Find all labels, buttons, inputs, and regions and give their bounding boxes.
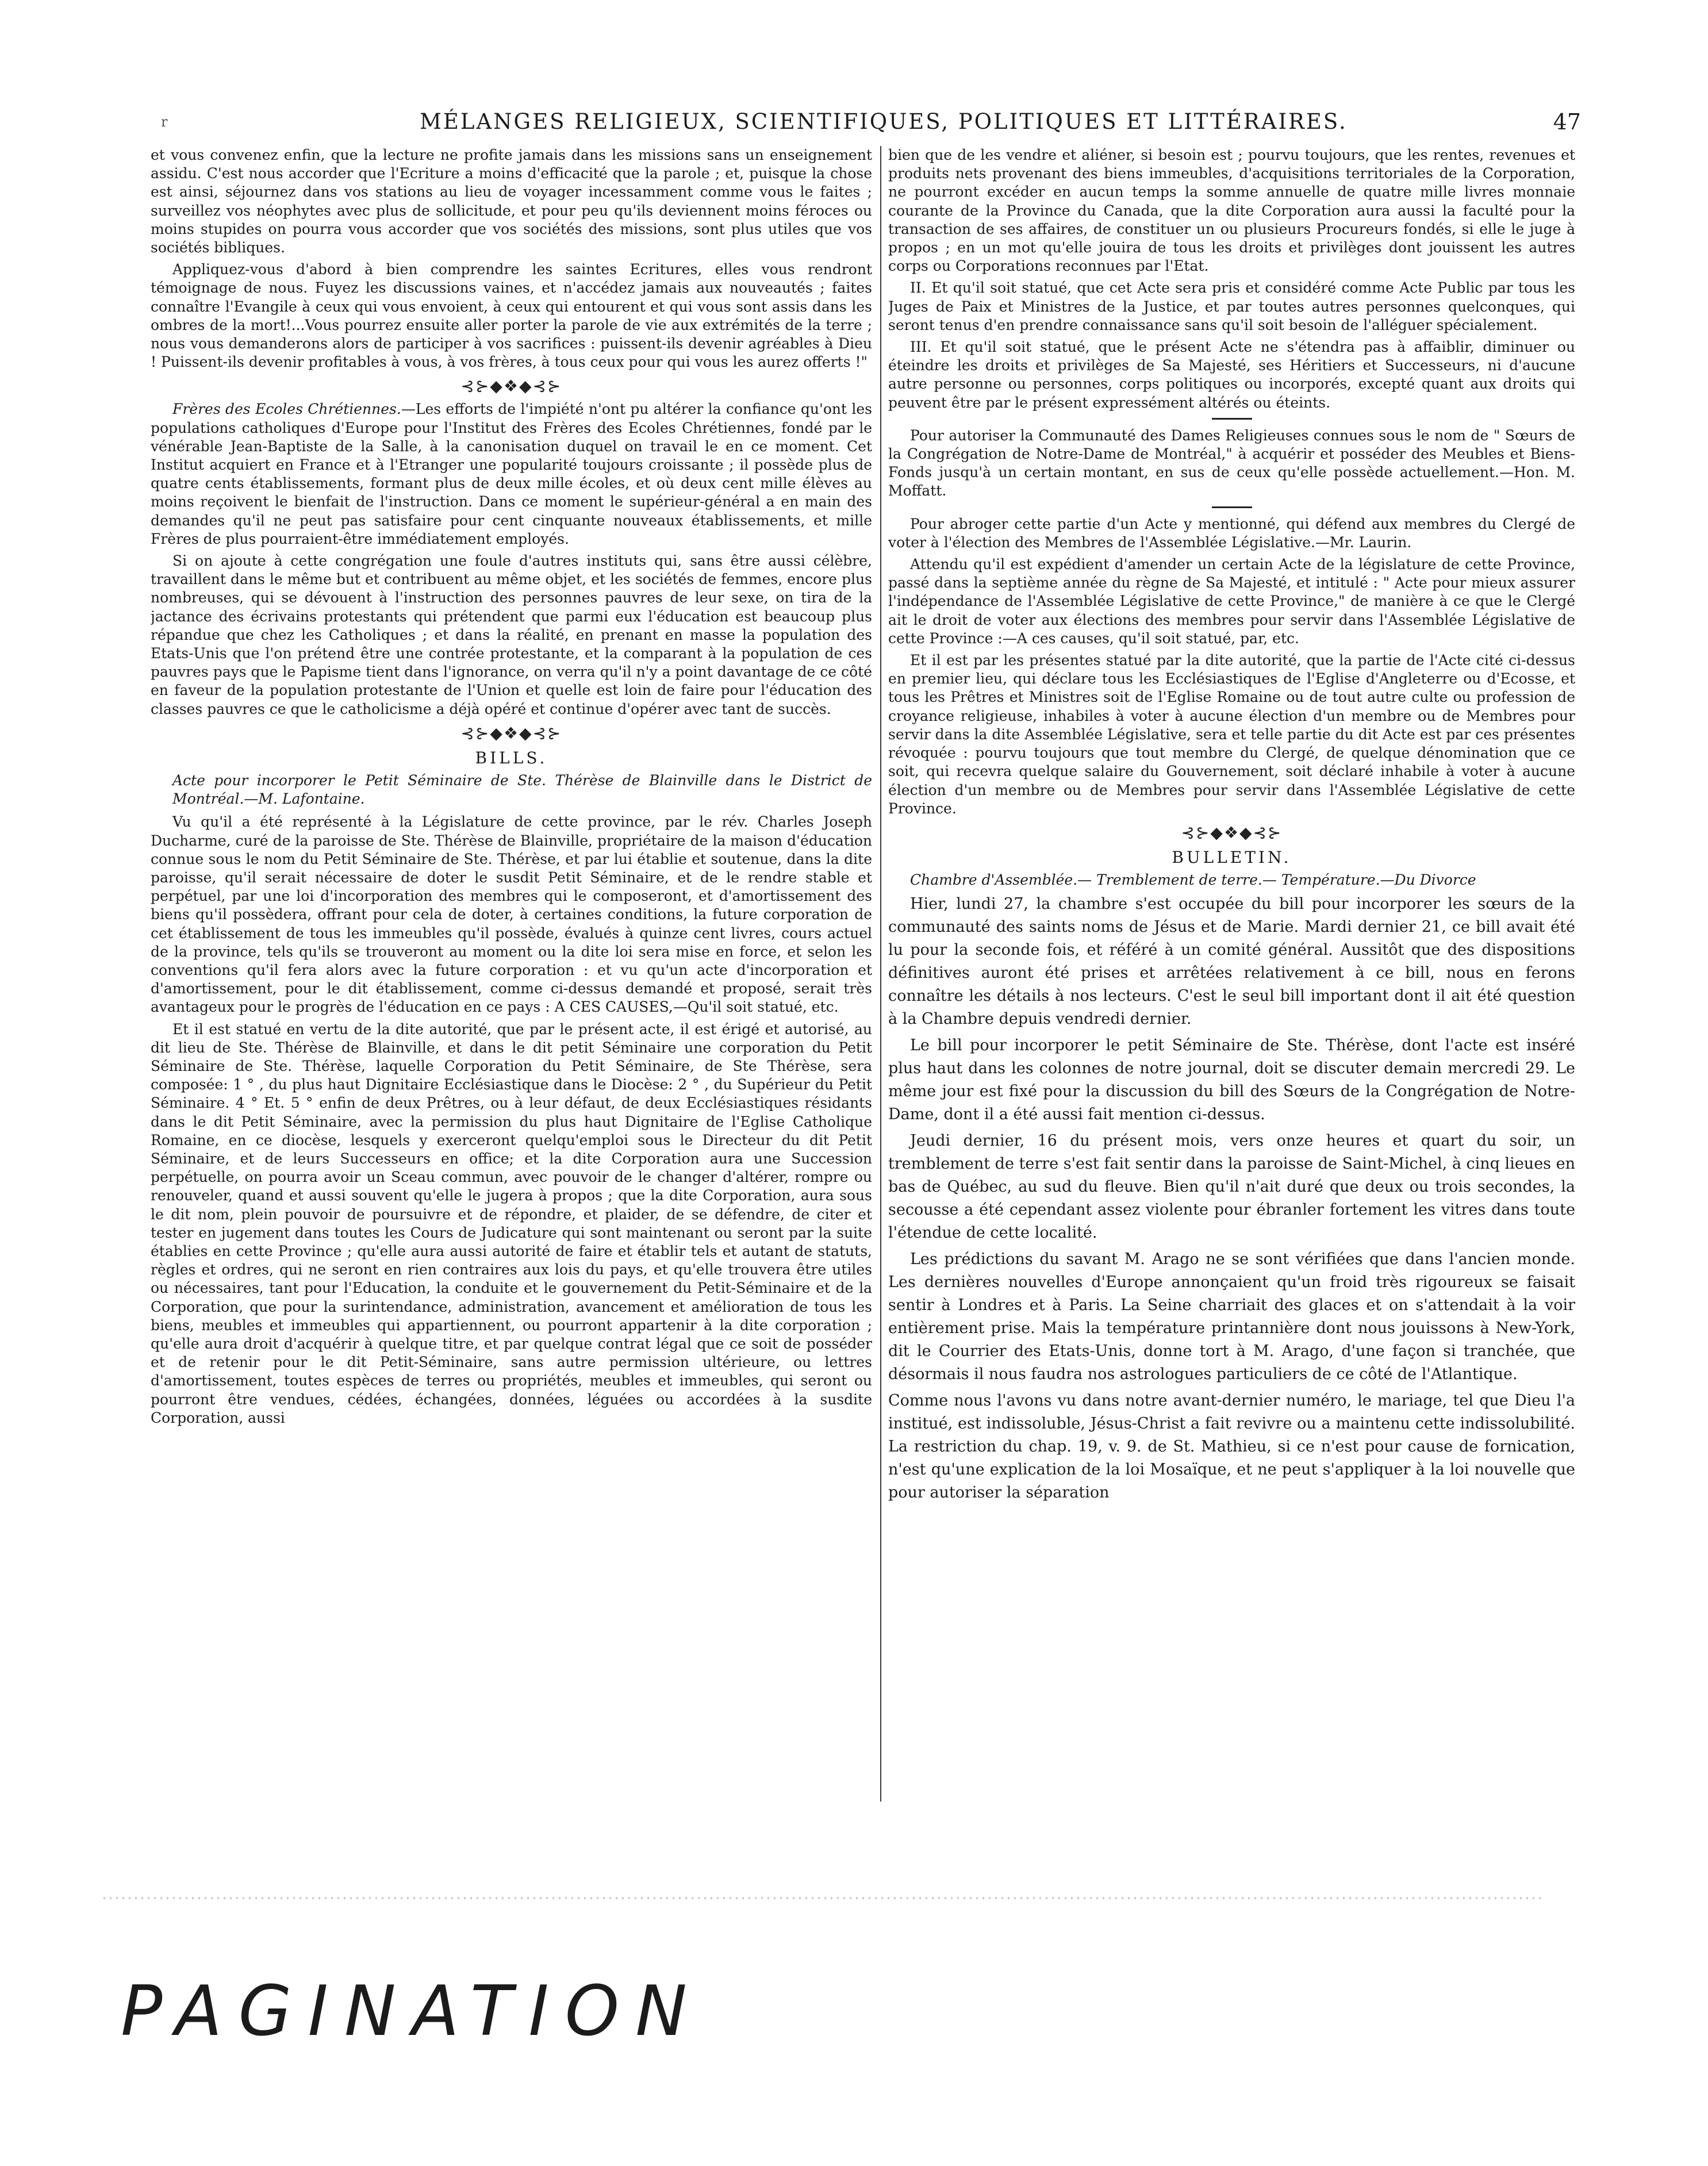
paragraph: et vous convenez enfin, que la lecture ne profite jamais dans les missions sans un enseignement assidu. C'est nous accorder que l'Ecriture a moins d'efficacité que la parole ; et, puisque la chose est ainsi, séjournez dans vos stations au lieu de voyager incessamment comme vous le faites ; surveillez vos néophytes avec plus de sollicitude, et pour peu qu'ils deviennent moins féroces ou moins stupides on pourra vous accorder que vos sociétés des missions, sont plus utiles que vos sociétés bibliques. xyxy=(151,147,872,256)
paragraph: bien que de les vendre et aliéner, si besoin est ; pourvu toujours, que les rentes, revenues et produits nets provenant des biens immeubles, d'acquisitions territoriales de la Corporation, ne pourront excéder en aucun temps la somme annuelle de quatre mille livres monnaie courante de la Province du Canada, que la dite Corporation aura aussi la faculté pour la transaction de ses affaires, de constituer un ou plusieurs Procureurs fondés, si elle le juge à propos ; en un mot qu'elle jouira de tous les droits et privilèges dont jouissent les autres corps ou Corporations reconnues par l'Etat. xyxy=(888,147,1575,275)
paragraph: Jeudi dernier, 16 du présent mois, vers onze heures et quart du soir, un tremblement de terre s'est fait sentir dans la paroisse de Saint-Michel, à cinq lieues en bas de Québec, au sud du fleuve. Bien qu'il n'ait duré que deux ou trois secondes, la secousse a été cependant assez violente pour ébranler fortement les vitres dans toute l'étendue de cette localité. xyxy=(888,1132,1575,1242)
paragraph: Et il est par les présentes statué par la dite autorité, que la partie de l'Acte cité ci-dessus en premier lieu, qui déclare tous les Ecclésiastiques de l'Eglise d'Angleterre ou d'Ecosse, et tous les Prêtres et Ministres soit de l'Eglise Romaine ou de tout autre culte ou profession de croyance religieuse, inhabiles à voter à aucune élection d'un membre ou de Membres pour servir dans la dite Assemblée Législative, sera et telle partie du dit Acte est par ces présentes révoquée : pourvu toujours que tout membre du Clergé, de quelque dénomination que ce soit, qui recevra quelque salaire du Gouvernement, soit déclaré inhabile à voter à aucune élection d'un membre ou de Membres pour servir dans l'Assemblée Législative de cette Province. xyxy=(888,652,1575,817)
paragraph: Pour abroger cette partie d'un Acte y mentionné, qui défend aux membres du Clergé de voter à l'élection des Membres de l'Assemblée Législative.—Mr. Laurin. xyxy=(888,515,1575,551)
bulletin-body xyxy=(888,893,1575,1504)
ornament-divider: ⊰⊱◆❖◆⊰⊱ xyxy=(460,723,562,743)
bulletin-subheading: Chambre d'Assemblée.— Tremblement de terre.— Température.—Du Divorce xyxy=(910,871,1476,888)
column-rule xyxy=(880,146,881,1802)
paragraph: Si on ajoute à cette congrégation une foule d'autres instituts qui, sans être aussi célèbre, travaillent dans le même but et contribuent au même objet, et les sociétés de femmes, encore plus nombreuses, qui se dévouent à l'instruction des personnes pauvres de leur sexe, on tira de la jactance des écrivains protestants qui prétendent que parmi eux l'éducation est beaucoup plus répandue que chez les Catholiques ; et dans la réalité, en prenant en masse la population des Etats-Unis que l'on prétend être une contrée protestante, et la comparant à la population de ces pauvres pays que le Papisme tient dans l'ignorance, on verra qu'il n'y a point davantage de ce côté en faveur de la population protestante de l'Union et quelle est loin de faire pour l'éducation des classes pauvres ce que le catholicisme a déjà opéré et continue d'opérer avec tant de succès. xyxy=(151,552,872,717)
corner-mark: r xyxy=(161,114,168,130)
left-column xyxy=(151,146,872,1807)
paragraph: III. Et qu'il soit statué, que le présent Acte ne s'étendra pas à affaiblir, diminuer ou éteindre les droits et privilèges de Sa Majesté, ses Héritiers et Successeurs, ni d'aucune autre personne ou personnes, corps politiques ou incorporés, excepté quant aux droits qui peuvent être par le présent expressément altérés ou éteints. xyxy=(888,339,1575,411)
paragraph: Le bill pour incorporer le petit Séminaire de Ste. Thérèse, dont l'acte est inséré plus haut dans les colonnes de notre journal, doit se discuter demain mercredi 29. Le même jour est fixé pour la discussion du bill des Sœurs de la Congrégation de Notre-Dame, dont il a été aussi fait mention ci-dessus. xyxy=(888,1036,1575,1124)
section-heading-bulletin: BULLETIN. xyxy=(1172,847,1292,867)
paragraph-body: —Les efforts de l'impiété n'ont pu altérer la confiance qu'ont les populations catholiques d'Europe pour l'Institut des Frères des Ecoles Chrétiennes, fondé par le vénérable Jean-Baptiste de la Salle, à la canonisation duquel on travail le en ce moment. Cet Institut acquiert en France et à l'Etranger une popularité toujours croissante ; il possède plus de quatre cents établissements, formant plus de deux mille écoles, et où deux cent mille élèves au moins reçoivent le bienfait de l'instruction. Dans ce moment le supérieur-général a en main des demandes qu'il ne peut pas satisfaire pour cent cinquante nouveaux établissements, et mille Frères de plus pourraient-être immédiatement employés. xyxy=(151,401,872,547)
paragraph: II. Et qu'il soit statué, que cet Acte sera pris et considéré comme Acte Public par tous les Juges de Paix et Ministres de la Justice, et par toutes autres personnes quelconques, qui seront tenus d'en prendre connaissance sans qu'il soit besoin de l'alléguer spécialement. xyxy=(888,279,1575,333)
page-title: MÉLANGES RELIGIEUX, SCIENTIFIQUES, POLITIQUES ET LITTÉRAIRES. xyxy=(420,109,1348,134)
paragraph: Attendu qu'il est expédient d'amender un certain Acte de la législature de cette Province, passé dans la septième année du règne de Sa Majesté, et intitulé : " Acte pour mieux assurer l'indépendance de l'Assemblée Législative de cette Province," de manière à ce que le Clergé ait le droit de voter aux élections des membres pour servir dans l'Assemblée Législative de cette Province :—A ces causes, qu'il soit statué, par, etc. xyxy=(888,556,1575,647)
scan-noise-line xyxy=(103,1897,1541,1899)
paragraph xyxy=(151,400,872,548)
handwritten-text: PAGINATION xyxy=(121,1972,703,2052)
handwritten-annotation xyxy=(121,1966,926,2058)
right-column xyxy=(888,146,1575,1813)
short-rule xyxy=(1212,506,1252,508)
paragraph: Hier, lundi 27, la chambre s'est occupée du bill pour incorporer les sœurs de la communauté des saints noms de Jésus et de Marie. Mardi dernier 21, ce bill avait été lu pour la seconde fois, et référé à un comité général. Aussitôt que des dispositions définitives auront été prises et arrêtées relativement à ce bill, nous en ferons connaître les détails à nos lecteurs. C'est le seul bill important dont il ait été question à la Chambre depuis vendredi dernier. xyxy=(888,895,1575,1028)
paragraph: Vu qu'il a été représenté à la Législature de cette province, par le rév. Charles Joseph Ducharme, curé de la paroisse de Ste. Thérèse de Blainville, propriétaire de la maison d'éducation connue sous le nom du Petit Séminaire de Ste. Thérèse, et par lui établie et soutenue, dans la dite paroisse, qu'il serait nécessaire de doter le susdit Petit Séminaire, et de le rendre stable et perpétuel, par une loi d'incorporation des membres qui le composeront, et d'amortissement des biens qu'il possèdera, offrant pour cela de doter, à certaines conditions, la future corporation de cet établissement de tous les immeubles qu'il possède, évalués à quinze cent livres, cours actuel de la province, tels qu'ils se trouveront au moment ou la dite loi sera mise en force, et selon les conventions qu'il fera alors avec la future corporation : et vu qu'un acte d'incorporation et d'amortissement, pour le dit établissement, comme ci-dessus demandé et proposé, serait très avantageux pour le progrès de l'éducation en ce pays : A CES CAUSES,—Qu'il soit statué, etc. xyxy=(151,813,872,1016)
paragraph: Appliquez-vous d'abord à bien comprendre les saintes Ecritures, elles vous rendront témoignage de nous. Fuyez les discussions vaines, et n'accédez jamais aux nouveautés ; faites connaître l'Evangile à ceux qui vous envoient, à ceux qui entourent et qui vous sont assis dans les ombres de la mort!...Vous pourrez ensuite aller porter la parole de vie aux extrémités de la terre ; nous vous demanderons alors de participer à vos sacrifices : puissent-ils devenir agréables à Dieu ! Puissent-ils devenir profitables à vous, à vos frères, à tous ceux pour qui vous les aurez offerts !" xyxy=(151,261,872,371)
paragraph: Les prédictions du savant M. Arago ne se sont vérifiées que dans l'ancien monde. Les dernières nouvelles d'Europe annonçaient qu'un froid très rigoureux se faisait sentir à Londres et à Paris. La Seine charriait des glaces et on s'attendait à la voir entièrement prise. Mais la température printannière dont nous jouissons à New-York, dit le Courrier des Etats-Unis, donne tort à M. Arago, d'une façon si tranchée, que désormais il nous faudra nos astrologues particuliers de ce côté de l'Atlantique. xyxy=(888,1250,1575,1384)
ornament-divider: ⊰⊱◆❖◆⊰⊱ xyxy=(1181,823,1283,842)
page-number: 47 xyxy=(1553,109,1581,135)
running-head xyxy=(144,105,1581,139)
paragraph: Comme nous l'avons vu dans notre avant-dernier numéro, le mariage, tel que Dieu l'a institué, est indissoluble, Jésus-Christ a fait revivre ou a maintenu cette indissolubilité. La restriction du chap. 19, v. 9. de St. Mathieu, si ce n'est pour cause de fornication, n'est qu'une explication de la loi Mosaïque, et ne peut s'appliquer à la loi nouvelle que pour autoriser la séparation xyxy=(888,1392,1575,1502)
bill-title: Acte pour incorporer le Petit Séminaire de Ste. Thérèse de Blainville dans le District de Montréal.—M. Lafontaine. xyxy=(172,771,872,808)
short-rule xyxy=(1212,418,1252,420)
paragraph: Pour autoriser la Communauté des Dames Religieuses connues sous le nom de " Sœurs de la Congrégation de Notre-Dame de Montréal," à acquérir et posséder des Meubles et Biens-Fonds jusqu'à un certain montant, en sus de ceux qu'elle possède actuellement.—Hon. M. Moffatt. xyxy=(888,427,1575,500)
paragraph: Et il est statué en vertu de la dite autorité, que par le présent acte, il est érigé et autorisé, au dit lieu de Ste. Thérèse de Blainville, et dans le dit petit Séminaire une corporation du Petit Séminaire de Ste. Thérèse, laquelle Corporation du Petit Séminaire, de Ste Thérèse, sera composée: 1 ° , du plus haut Dignitaire Ecclésiastique dans le Diocèse: 2 ° , du Supérieur du Petit Séminaire. 4 ° Et. 5 ° enfin de deux Prêtres, ou à leur défaut, de deux Ecclésiastiques résidants dans le dit Petit Séminaire, avec la permission du plus haut Dignitaire de l'Eglise Catholique Romaine, en ce diocèse, lesquels y exerceront quelqu'emploi sous le Directeur du dit Petit Séminaire, et de leurs Successeurs en office; et la dite Corporation aura une Succession perpétuelle, on pourra avoir un Sceau commun, avec pouvoir de le changer d'altérer, rompre ou renouveler, quand et aussi souvent qu'elle le jugera à propos ; que la dite Corporation, aura sous le dit nom, plein pouvoir de poursuivre et de répondre, et plaider, de se défendre, de citer et tester en jugement dans toutes les Cours de Judicature qui sont maintenant ou seront par la suite établies en cette Province ; qu'elle aura aussi autorité de faire et établir tels et autant de statuts, règles et ordres, qui ne seront en rien contraires aux lois du pays, et qu'elle trouvera être utiles ou nécessaires, tant pour l'Education, la conduite et le gouvernement du Petit-Séminaire et de la Corporation, que pour la surintendance, administration, avancement et amélioration de tous les biens, meubles et immeubles qui appartiennent, ou pourront appartenir à la dite corporation ; qu'elle aura droit d'acquérir à quelque titre, et par quelque contrat légal que ce soit de posséder et de retenir pour le dit Petit-Séminaire, sans autre permission ultérieure, ou lettres d'amortissement, toutes espèces de terres ou propriétés, meubles et immeubles, qui seront ou pourront être vendues, cédées, échangées, données, léguées ou accordées à la susdite Corporation, aussi xyxy=(151,1020,872,1426)
section-heading-bills: BILLS. xyxy=(475,748,548,767)
ornament-divider: ⊰⊱◆❖◆⊰⊱ xyxy=(460,377,562,396)
section-title: Frères des Ecoles Chrétiennes. xyxy=(172,401,401,418)
